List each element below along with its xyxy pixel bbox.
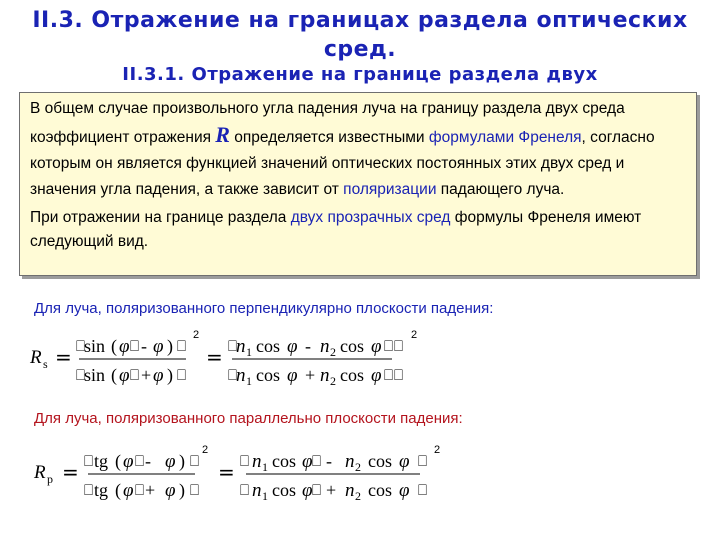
- phi-symbol: φ: [165, 451, 176, 472]
- n-symbol: n: [252, 451, 262, 472]
- intro-text: падающего луча.: [436, 181, 565, 198]
- lhs-symbol: R: [34, 462, 46, 483]
- minus-sign: -: [145, 451, 151, 471]
- paren-close: ): [179, 451, 185, 471]
- phi-symbol: φ: [165, 480, 176, 501]
- bracket-glyph: ⎕: [76, 366, 86, 384]
- caption-p-polarization: Для луча, поляризованного параллельно плоскости падения:: [34, 410, 463, 427]
- cos-func: cos: [272, 451, 296, 471]
- func-name: sin: [84, 365, 106, 385]
- cos-func: cos: [340, 365, 364, 385]
- func-name: tg: [94, 480, 109, 500]
- bracket-glyph: ⎕: [394, 366, 404, 384]
- formula-rp: [0, 432, 720, 522]
- n-symbol: n: [320, 365, 330, 386]
- paren-close: ): [167, 365, 173, 385]
- exponent: 2: [202, 444, 209, 456]
- n-symbol: n: [236, 336, 246, 357]
- phi-symbol: φ: [302, 451, 313, 472]
- phi-symbol: φ: [399, 480, 410, 501]
- paren-close: ): [167, 336, 173, 356]
- lhs-symbol: R: [30, 347, 42, 368]
- phi-symbol: φ: [399, 451, 410, 472]
- lhs-subscript: p: [47, 472, 53, 486]
- equals-sign: =: [206, 345, 223, 369]
- phi-symbol: φ: [153, 365, 164, 386]
- lhs-subscript: s: [43, 357, 48, 371]
- intro-paragraph-2: [30, 206, 686, 254]
- slide-subtitle: II.3.1. Отражение на границе раздела двух: [122, 64, 598, 85]
- formula-rs-svg: [0, 318, 720, 408]
- paren-open: (: [115, 451, 121, 471]
- exponent: 2: [434, 444, 441, 456]
- bracket-glyph: ⎕: [76, 337, 86, 355]
- transparent-media-link[interactable]: двух прозрачных сред: [290, 209, 451, 226]
- formula-rs: [0, 318, 720, 408]
- subscript: 2: [330, 374, 336, 388]
- plus-sign: +: [305, 365, 316, 385]
- subscript: 1: [262, 460, 268, 474]
- phi-symbol: φ: [153, 336, 164, 357]
- caption-s-polarization: Для луча, поляризованного перпендикулярно плоскости падения:: [34, 300, 494, 317]
- paren-close: ): [179, 480, 185, 500]
- phi-symbol: φ: [287, 365, 298, 386]
- exponent: 2: [193, 329, 200, 341]
- bracket-glyph: ⎕: [418, 452, 428, 470]
- slide-title: II.3. Отражение на границах раздела оптических сред.: [32, 8, 688, 62]
- func-name: sin: [84, 336, 106, 356]
- n-symbol: n: [252, 480, 262, 501]
- bracket-glyph: ⎕: [130, 337, 140, 355]
- n-symbol: n: [345, 480, 355, 501]
- minus-sign: -: [305, 336, 311, 356]
- phi-symbol: φ: [119, 336, 130, 357]
- formula-rp-svg: [0, 432, 720, 522]
- subscript: 1: [246, 345, 252, 359]
- phi-symbol: φ: [371, 336, 382, 357]
- subscript: 2: [330, 345, 336, 359]
- exponent: 2: [411, 329, 418, 341]
- intro-text-box: [19, 92, 697, 276]
- n-symbol: n: [236, 365, 246, 386]
- bracket-glyph: ⎕: [228, 337, 238, 355]
- bracket-glyph: ⎕: [177, 366, 187, 384]
- cos-func: cos: [256, 365, 280, 385]
- bracket-glyph: ⎕: [240, 481, 250, 499]
- fresnel-formulas-link[interactable]: формулами Френеля: [428, 129, 582, 146]
- bracket-glyph: ⎕: [84, 481, 94, 499]
- phi-symbol: φ: [287, 336, 298, 357]
- bracket-glyph: ⎕: [228, 366, 238, 384]
- bracket-glyph: ⎕: [240, 452, 250, 470]
- bracket-glyph: ⎕: [418, 481, 428, 499]
- bracket-glyph: ⎕: [190, 481, 200, 499]
- bracket-glyph: ⎕: [84, 452, 94, 470]
- bracket-glyph: ⎕: [135, 481, 145, 499]
- bracket-glyph: ⎕: [190, 452, 200, 470]
- minus-sign: -: [326, 451, 332, 471]
- n-symbol: n: [320, 336, 330, 357]
- cos-func: cos: [256, 336, 280, 356]
- intro-paragraph-1: [30, 96, 686, 203]
- bracket-glyph: ⎕: [312, 481, 322, 499]
- subscript: 1: [262, 489, 268, 503]
- minus-sign: -: [141, 336, 147, 356]
- phi-symbol: φ: [302, 480, 313, 501]
- bracket-glyph: ⎕: [384, 337, 394, 355]
- bracket-glyph: ⎕: [394, 337, 404, 355]
- bracket-glyph: ⎕: [312, 452, 322, 470]
- paren-open: (: [115, 480, 121, 500]
- cos-func: cos: [272, 480, 296, 500]
- reflection-coefficient-symbol: R: [215, 122, 230, 147]
- intro-text: , согласно которым он является функцией значений оптических постоянных этих двух сред и значения угла падения, а также зависит от: [30, 129, 655, 198]
- equals-sign: =: [218, 460, 235, 484]
- intro-text: формулы Френеля имеют следующий вид.: [30, 209, 642, 250]
- bracket-glyph: ⎕: [135, 452, 145, 470]
- bracket-glyph: ⎕: [384, 366, 394, 384]
- phi-symbol: φ: [123, 480, 134, 501]
- subscript: 2: [355, 489, 361, 503]
- intro-text: определяется известными: [229, 129, 429, 146]
- plus-sign: +: [145, 480, 156, 500]
- paren-open: (: [111, 336, 117, 356]
- equals-sign: =: [55, 345, 72, 369]
- func-name: tg: [94, 451, 109, 471]
- subscript: 1: [246, 374, 252, 388]
- bracket-glyph: ⎕: [177, 337, 187, 355]
- paren-open: (: [111, 365, 117, 385]
- bracket-glyph: ⎕: [130, 366, 140, 384]
- cos-func: cos: [340, 336, 364, 356]
- intro-text: При отражении на границе раздела: [30, 209, 291, 226]
- intro-text: В общем случае произвольного угла падения луча на границу раздела двух среда коэффициент отражения: [30, 100, 625, 146]
- polarization-link[interactable]: поляризации: [343, 181, 437, 198]
- plus-sign: +: [326, 480, 337, 500]
- cos-func: cos: [368, 480, 392, 500]
- n-symbol: n: [345, 451, 355, 472]
- phi-symbol: φ: [119, 365, 130, 386]
- subscript: 2: [355, 460, 361, 474]
- plus-sign: +: [141, 365, 152, 385]
- phi-symbol: φ: [371, 365, 382, 386]
- cos-func: cos: [368, 451, 392, 471]
- phi-symbol: φ: [123, 451, 134, 472]
- equals-sign: =: [62, 460, 79, 484]
